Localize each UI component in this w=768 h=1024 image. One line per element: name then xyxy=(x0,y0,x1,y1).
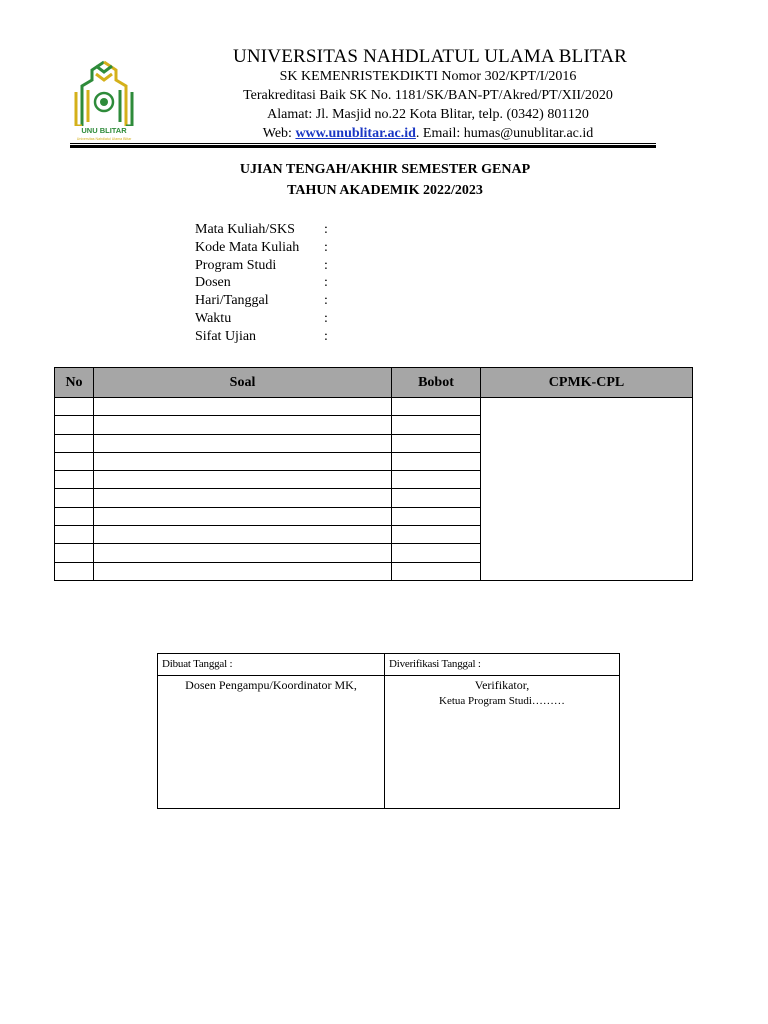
verifier-signature-cell xyxy=(385,676,620,809)
no-cell[interactable] xyxy=(55,489,94,507)
info-colon: : xyxy=(324,257,328,273)
header-soal: Soal xyxy=(94,368,392,398)
info-colon: : xyxy=(324,222,328,237)
exam-title-line2: TAHUN AKADEMIK 2022/2023 xyxy=(287,183,483,198)
info-colon: : xyxy=(324,293,328,309)
no-cell[interactable] xyxy=(55,398,94,416)
soal-cell[interactable] xyxy=(94,452,392,470)
contact-line xyxy=(200,124,656,143)
verifier-label: Verifikator, xyxy=(474,678,530,692)
soal-cell[interactable] xyxy=(94,544,392,562)
unu-logo-icon xyxy=(66,56,142,142)
exam-title-line1: UJIAN TENGAH/AKHIR SEMESTER GENAP xyxy=(239,162,531,177)
info-label: Hari/Tanggal xyxy=(195,293,269,309)
cpmk-cell[interactable] xyxy=(481,398,693,581)
verified-date-label: Diverifikasi Tanggal : xyxy=(385,654,620,676)
no-cell[interactable] xyxy=(55,507,94,525)
bobot-cell[interactable] xyxy=(392,416,481,434)
soal-cell[interactable] xyxy=(94,416,392,434)
email-text: . Email: humas@unublitar.ac.id xyxy=(415,126,594,141)
info-label: Mata Kuliah/SKS xyxy=(195,222,295,237)
university-logo xyxy=(66,56,142,142)
verifier-title: Ketua Program Studi……… xyxy=(439,695,565,707)
header-cpmk: CPMK-CPL xyxy=(481,368,693,398)
exam-question-table xyxy=(54,367,693,581)
info-colon: : xyxy=(324,275,328,291)
soal-cell[interactable] xyxy=(94,562,392,580)
header-bobot: Bobot xyxy=(392,368,481,398)
bobot-cell[interactable] xyxy=(392,452,481,470)
soal-cell[interactable] xyxy=(94,471,392,489)
accreditation: Terakreditasi Baik SK No. 1181/SK/BAN-PT/Akred/PT/XII/2020 xyxy=(243,88,613,103)
lecturer-title: Dosen Pengampu/Koordinator MK, xyxy=(185,678,357,692)
info-colon: : xyxy=(324,310,328,326)
table-row xyxy=(55,398,693,416)
info-label: Kode Mata Kuliah xyxy=(195,239,300,255)
soal-cell[interactable] xyxy=(94,398,392,416)
soal-cell[interactable] xyxy=(94,489,392,507)
no-cell[interactable] xyxy=(55,544,94,562)
info-colon: : xyxy=(324,239,328,255)
no-cell[interactable] xyxy=(55,416,94,434)
no-cell[interactable] xyxy=(55,434,94,452)
logo-text: UNU BLITAR xyxy=(81,126,127,135)
website-link[interactable]: www.unublitar.ac.id xyxy=(295,126,416,141)
no-cell[interactable] xyxy=(55,471,94,489)
info-label: Program Studi xyxy=(195,257,277,273)
no-cell[interactable] xyxy=(55,526,94,544)
signature-table xyxy=(157,653,620,809)
info-label: Waktu xyxy=(195,310,232,326)
info-label: Sifat Ujian xyxy=(195,328,257,344)
bobot-cell[interactable] xyxy=(392,562,481,580)
header-divider-thin xyxy=(70,143,656,144)
soal-cell[interactable] xyxy=(94,507,392,525)
university-name: UNIVERSITAS NAHDLATUL ULAMA BLITAR xyxy=(232,46,628,67)
sk-decree: SK KEMENRISTEKDIKTI Nomor 302/KPT/I/2016 xyxy=(279,69,577,84)
bobot-cell[interactable] xyxy=(392,526,481,544)
bobot-cell[interactable] xyxy=(392,398,481,416)
soal-cell[interactable] xyxy=(94,526,392,544)
bobot-cell[interactable] xyxy=(392,489,481,507)
info-colon: : xyxy=(324,328,328,344)
no-cell[interactable] xyxy=(55,452,94,470)
signature-body-row xyxy=(158,676,620,809)
bobot-cell[interactable] xyxy=(392,507,481,525)
soal-cell[interactable] xyxy=(94,434,392,452)
header-no: No xyxy=(55,368,94,398)
web-label: Web: xyxy=(262,126,296,141)
bobot-cell[interactable] xyxy=(392,434,481,452)
lecturer-signature-cell xyxy=(158,676,385,809)
info-label: Dosen xyxy=(195,275,231,291)
bobot-cell[interactable] xyxy=(392,471,481,489)
signature-date-row xyxy=(158,654,620,676)
made-date-label: Dibuat Tanggal : xyxy=(158,654,385,676)
header-divider-thick xyxy=(70,145,656,148)
no-cell[interactable] xyxy=(55,562,94,580)
address: Alamat: Jl. Masjid no.22 Kota Blitar, telp. (0342) 801120 xyxy=(267,107,589,122)
table-header-row xyxy=(55,368,693,398)
bobot-cell[interactable] xyxy=(392,544,481,562)
logo-subtext: Universitas Nahdlatul Ulama Blitar xyxy=(76,137,132,141)
